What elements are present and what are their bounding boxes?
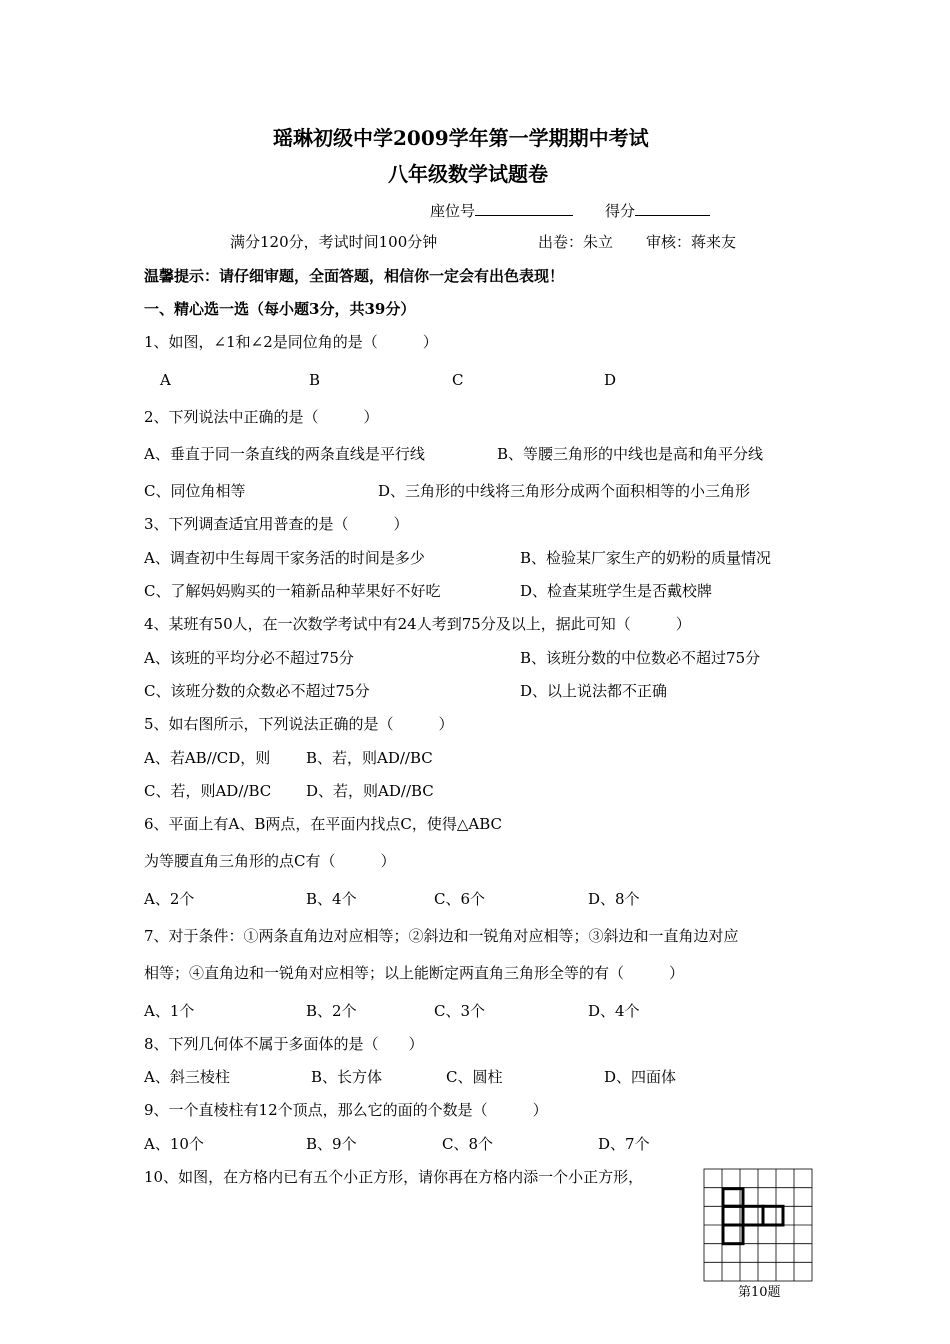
q10-grid-figure (703, 1168, 814, 1283)
q9-stem: 9、一个直棱柱有12个顶点，那么它的面的个数是（ ） (144, 1101, 548, 1119)
exam-info: 满分120分，考试时间100分钟 (230, 233, 438, 251)
q10-stem: 10、如图，在方格内已有五个小正方形，请你再在方格内添一个小正方形， (144, 1168, 644, 1186)
q1-stem: 1、如图，∠1和∠2是同位角的是（ ） (144, 333, 438, 351)
q9-option-d: D、7个 (598, 1135, 650, 1153)
q3-option-a: A、调查初中生每周干家务活的时间是多少 (144, 549, 425, 567)
q3-option-c: C、了解妈妈购买的一箱新品种苹果好不好吃 (144, 582, 441, 600)
q4-stem: 4、某班有50人，在一次数学考试中有24人考到75分及以上，据此可知（ ） (144, 615, 691, 633)
q5-option-c: C、若，则AD//BC (144, 782, 272, 800)
section-heading: 一、精心选一选（每小题3分，共39分） (144, 300, 416, 318)
q1-option-b: B (309, 371, 321, 389)
q7-option-a: A、1个 (144, 1002, 195, 1020)
tip-text: 温馨提示：请仔细审题，全面答题，相信你一定会有出色表现！ (144, 267, 565, 285)
q1-option-c: C (452, 371, 464, 389)
square-3 (743, 1206, 763, 1225)
q6-stem-line2: 为等腰直角三角形的点C有（ ） (144, 852, 396, 870)
seat-field (430, 201, 573, 220)
score-label: 得分 (605, 202, 636, 220)
q9-option-a: A、10个 (144, 1135, 204, 1153)
filled-squares (723, 1189, 783, 1244)
q2-option-b: B、等腰三角形的中线也是高和角平分线 (497, 445, 764, 463)
q4-option-b: B、该班分数的中位数必不超过75分 (520, 649, 761, 667)
q3-option-d: D、检查某班学生是否戴校牌 (520, 582, 713, 600)
q8-option-d: D、四面体 (604, 1068, 677, 1086)
q2-stem: 2、下列说法中正确的是（ ） (144, 408, 379, 426)
q6-option-d: D、8个 (588, 890, 640, 908)
q7-option-b: B、2个 (306, 1002, 357, 1020)
q8-option-a: A、斜三棱柱 (144, 1068, 230, 1086)
exam-reviewer: 审核：蒋来友 (646, 233, 737, 251)
q5-option-a: A、若AB//CD，则 (144, 749, 271, 767)
seat-blank[interactable] (475, 201, 573, 216)
title-line1: 瑶琳初级中学2009学年第一学期期中考试 (273, 126, 649, 150)
q6-stem-line1: 6、平面上有A、B两点，在平面内找点C，使得△ABC (144, 815, 503, 833)
q8-stem: 8、下列几何体不属于多面体的是（ ） (144, 1035, 424, 1053)
q7-option-d: D、4个 (588, 1002, 640, 1020)
q7-option-c: C、3个 (434, 1002, 486, 1020)
q2-option-c: C、同位角相等 (144, 482, 246, 500)
title-line2: 八年级数学试题卷 (388, 162, 548, 186)
q8-option-b: B、长方体 (311, 1068, 383, 1086)
q7-stem-line1: 7、对于条件：①两条直角边对应相等；②斜边和一锐角对应相等；③斜边和一直角边对应 (144, 927, 739, 945)
exam-author: 出卷：朱立 (538, 233, 614, 251)
q6-option-c: C、6个 (434, 890, 486, 908)
q2-option-d: D、三角形的中线将三角形分成两个面积相等的小三角形 (378, 482, 751, 500)
q4-option-c: C、该班分数的众数必不超过75分 (144, 682, 370, 700)
seat-label: 座位号 (430, 202, 476, 220)
q3-stem: 3、下列调查适宜用普查的是（ ） (144, 515, 409, 533)
q1-option-a: A (160, 371, 171, 389)
q9-option-b: B、9个 (306, 1135, 357, 1153)
q7-stem-line2: 相等；④直角边和一锐角对应相等；以上能断定两直角三角形全等的有（ ） (144, 964, 685, 982)
q3-option-b: B、检验某厂家生产的奶粉的质量情况 (520, 549, 772, 567)
q10-caption: 第10题 (738, 1285, 781, 1300)
score-field (605, 201, 710, 220)
q9-option-c: C、8个 (442, 1135, 494, 1153)
q6-option-a: A、2个 (144, 890, 195, 908)
q4-option-d: D、以上说法都不正确 (520, 682, 668, 700)
q4-option-a: A、该班的平均分必不超过75分 (144, 649, 354, 667)
q8-option-c: C、圆柱 (446, 1068, 503, 1086)
q5-option-b: B、若，则AD//BC (306, 749, 433, 767)
score-blank[interactable] (635, 201, 710, 216)
q5-option-d: D、若，则AD//BC (306, 782, 434, 800)
q5-stem: 5、如右图所示，下列说法正确的是（ ） (144, 715, 454, 733)
q6-option-b: B、4个 (306, 890, 357, 908)
q1-option-d: D (604, 371, 617, 389)
q2-option-a: A、垂直于同一条直线的两条直线是平行线 (144, 445, 425, 463)
square-4 (763, 1206, 783, 1225)
